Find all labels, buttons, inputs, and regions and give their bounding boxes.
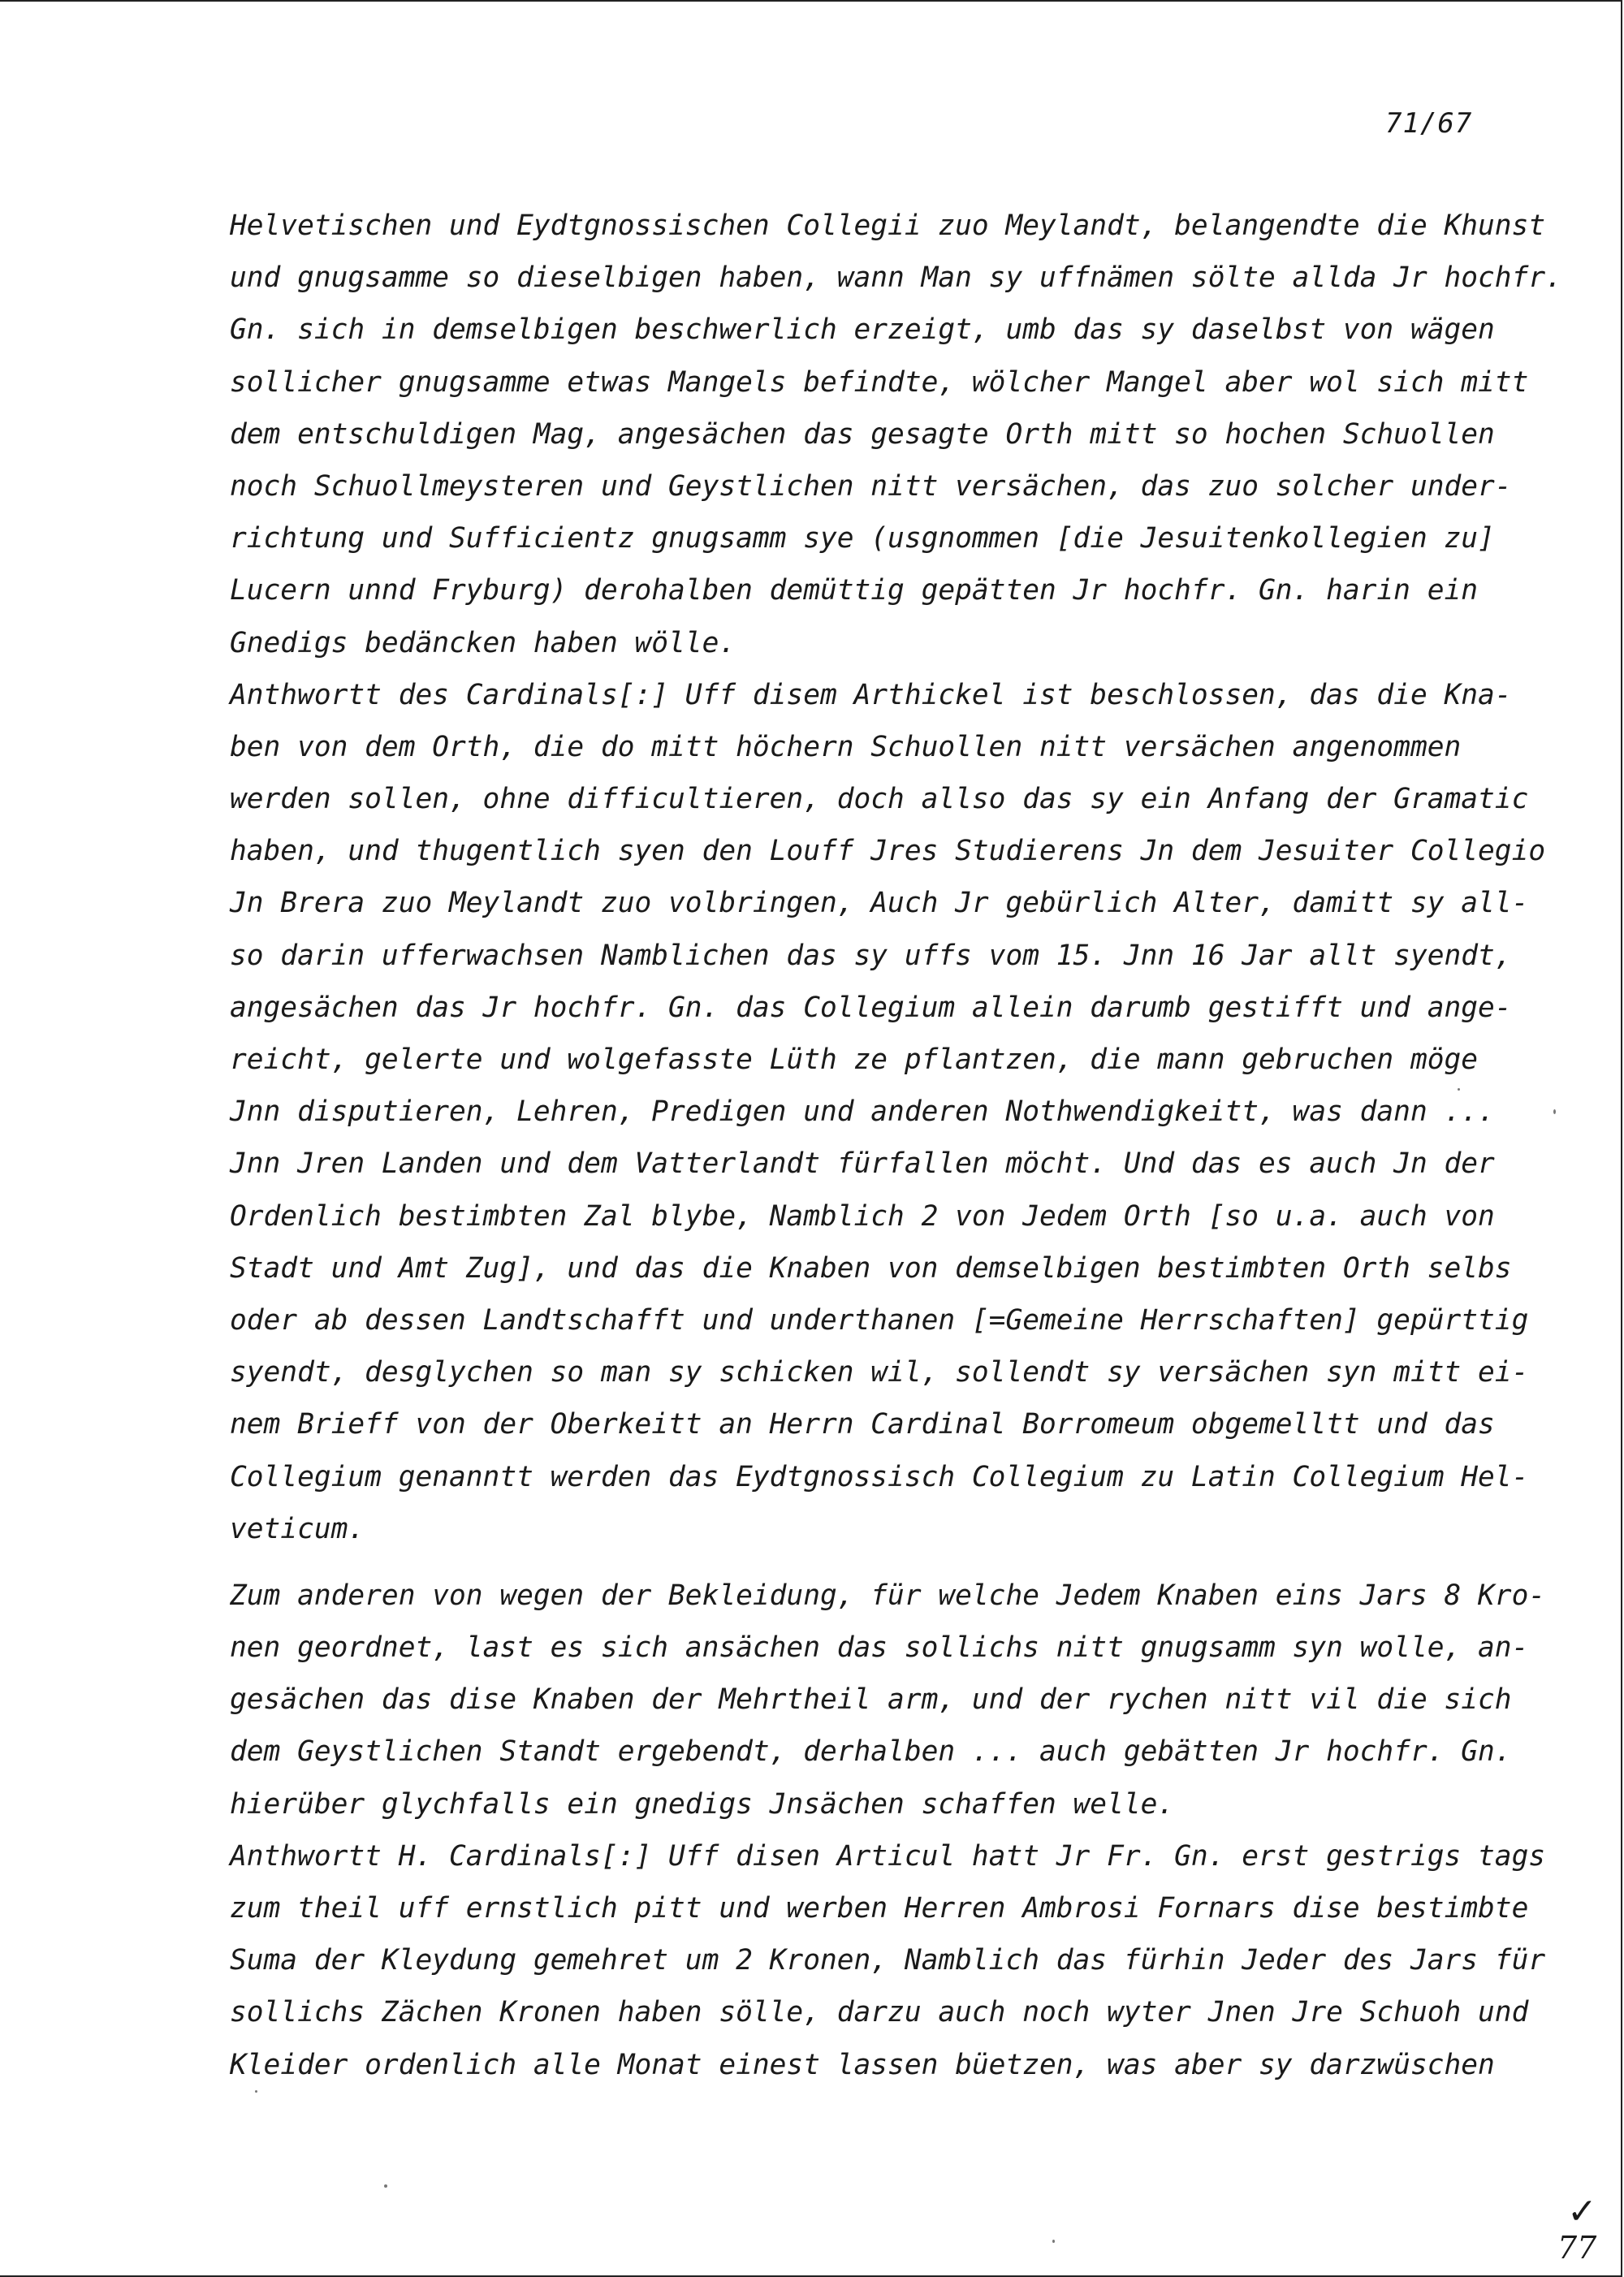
text-line: Anthwortt H. Cardinals[:] Uff disen Articul hatt Jr Fr. Gn. erst gestrigs tags xyxy=(230,1839,1546,1873)
text-line: nem Brieff von der Oberkeitt an Herrn Cardinal Borromeum obgemelltt und das xyxy=(230,1408,1495,1441)
text-line: nen geordnet, last es sich ansächen das sollichs nitt gnugsamm syn wolle, an- xyxy=(230,1631,1529,1665)
text-line: Jnn disputieren, Lehren, Predigen und anderen Nothwendigkeitt, was dann ... xyxy=(230,1095,1495,1129)
text-line: ben von dem Orth, die do mitt höchern Schuollen nitt versächen angenommen xyxy=(230,730,1462,763)
text-line: zum theil uff ernstlich pitt und werben Herren Ambrosi Fornars dise bestimbte xyxy=(230,1892,1529,1925)
text-line: Kleider ordenlich alle Monat einest lassen büetzen, was aber sy darzwüschen xyxy=(230,2048,1495,2081)
text-line: und gnugsamme so dieselbigen haben, wann Man sy uffnämen sölte allda Jr hochfr. xyxy=(230,261,1562,295)
text-line: haben, und thugentlich syen den Louff Jres Studierens Jn dem Jesuiter Collegio xyxy=(230,835,1546,868)
text-line: richtung und Sufficientz gnugsamm sye (usgnommen [die Jesuitenkollegien zu] xyxy=(230,522,1495,555)
text-line: gesächen das dise Knaben der Mehrtheil arm, und der rychen nitt vil die sich xyxy=(230,1683,1512,1717)
paragraph-gap xyxy=(230,1555,1529,1570)
text-line: Gnedigs bedäncken haben wölle. xyxy=(230,626,736,659)
text-line: veticum. xyxy=(230,1512,365,1545)
text-line: Helvetischen und Eydtgnossischen Collegii zuo Meylandt, belangendte die Khunst xyxy=(230,210,1546,242)
text-line: Ordenlich bestimbten Zal blybe, Namblich 2 von Jedem Orth [so u.a. auch von xyxy=(230,1199,1495,1233)
scan-speck xyxy=(384,2184,387,2188)
text-line: syendt, desglychen so man sy schicken wil, sollendt sy versächen syn mitt ei- xyxy=(230,1356,1529,1389)
text-line: Collegium genanntt werden das Eydtgnossisch Collegium zu Latin Collegium Hel- xyxy=(230,1460,1529,1493)
handwritten-page-number: 77 xyxy=(1557,2230,1597,2266)
text-line: dem entschuldigen Mag, angesächen das gesagte Orth mitt so hochen Schuollen xyxy=(230,417,1495,451)
text-line: reicht, gelerte und wolgefasste Lüth ze pflantzen, die mann gebruchen möge xyxy=(230,1043,1479,1076)
text-line: hierüber glychfalls ein gnedigs Jnsächen schaffen welle. xyxy=(230,1787,1175,1821)
text-line: sollicher gnugsamme etwas Mangels befindte, wölcher Mangel aber wol sich mitt xyxy=(230,365,1529,399)
text-line: dem Geystlichen Standt ergebendt, derhalben ... auch gebätten Jr hochfr. Gn. xyxy=(230,1735,1512,1769)
text-line: Lucern unnd Fryburg) derohalben demüttig gepätten Jr hochfr. Gn. harin ein xyxy=(230,574,1479,607)
text-line: Zum anderen von wegen der Bekleidung, für welche Jedem Knaben eins Jars 8 Kro- xyxy=(230,1579,1546,1612)
text-line: so darin ufferwachsen Namblichen das sy uffs vom 15. Jnn 16 Jar allt syendt, xyxy=(230,939,1512,972)
checkmark-annotation: ✓ xyxy=(1567,2191,1597,2232)
scan-speck xyxy=(1553,1109,1556,1114)
text-line: Jn Brera zuo Meylandt zuo volbringen, Auch Jr gebürlich Alter, damitt sy all- xyxy=(230,887,1529,920)
text-line: werden sollen, ohne difficultieren, doch allso das sy ein Anfang der Gramatic xyxy=(230,783,1529,816)
text-line: Anthwortt des Cardinals[:] Uff disem Arthickel ist beschlossen, das die Kna- xyxy=(230,678,1512,711)
text-line: angesächen das Jr hochfr. Gn. das Collegium allein darumb gestifft und ange- xyxy=(230,991,1512,1024)
text-line: sollichs Zächen Kronen haben sölle, darzu auch noch wyter Jnen Jre Schuoh und xyxy=(230,1996,1529,2029)
text-line: Jnn Jren Landen und dem Vatterlandt fürfallen möcht. Und das es auch Jn der xyxy=(230,1147,1495,1181)
scan-speck xyxy=(1052,2240,1055,2243)
text-line: Stadt und Amt Zug], und das die Knaben von demselbigen bestimbten Orth selbs xyxy=(230,1251,1512,1285)
scan-speck xyxy=(1458,1088,1460,1091)
paragraph-2 xyxy=(230,1570,1546,2091)
page-number: 71/67 xyxy=(1385,107,1473,140)
text-line: noch Schuollmeysteren und Geystlichen nitt versächen, das zuo solcher under- xyxy=(230,469,1512,503)
paragraph-1 xyxy=(230,200,1562,1555)
text-line: Suma der Kleydung gemehret um 2 Kronen, Namblich das fürhin Jeder des Jars für xyxy=(230,1944,1546,1977)
text-line: Gn. sich in demselbigen beschwerlich erzeigt, umb das sy daselbst von wägen xyxy=(230,313,1495,347)
text-line: oder ab dessen Landtschafft und underthanen [=Gemeine Herrschaften] gepürttig xyxy=(230,1303,1529,1337)
scan-speck xyxy=(255,2090,257,2093)
body-text xyxy=(230,200,1562,2091)
